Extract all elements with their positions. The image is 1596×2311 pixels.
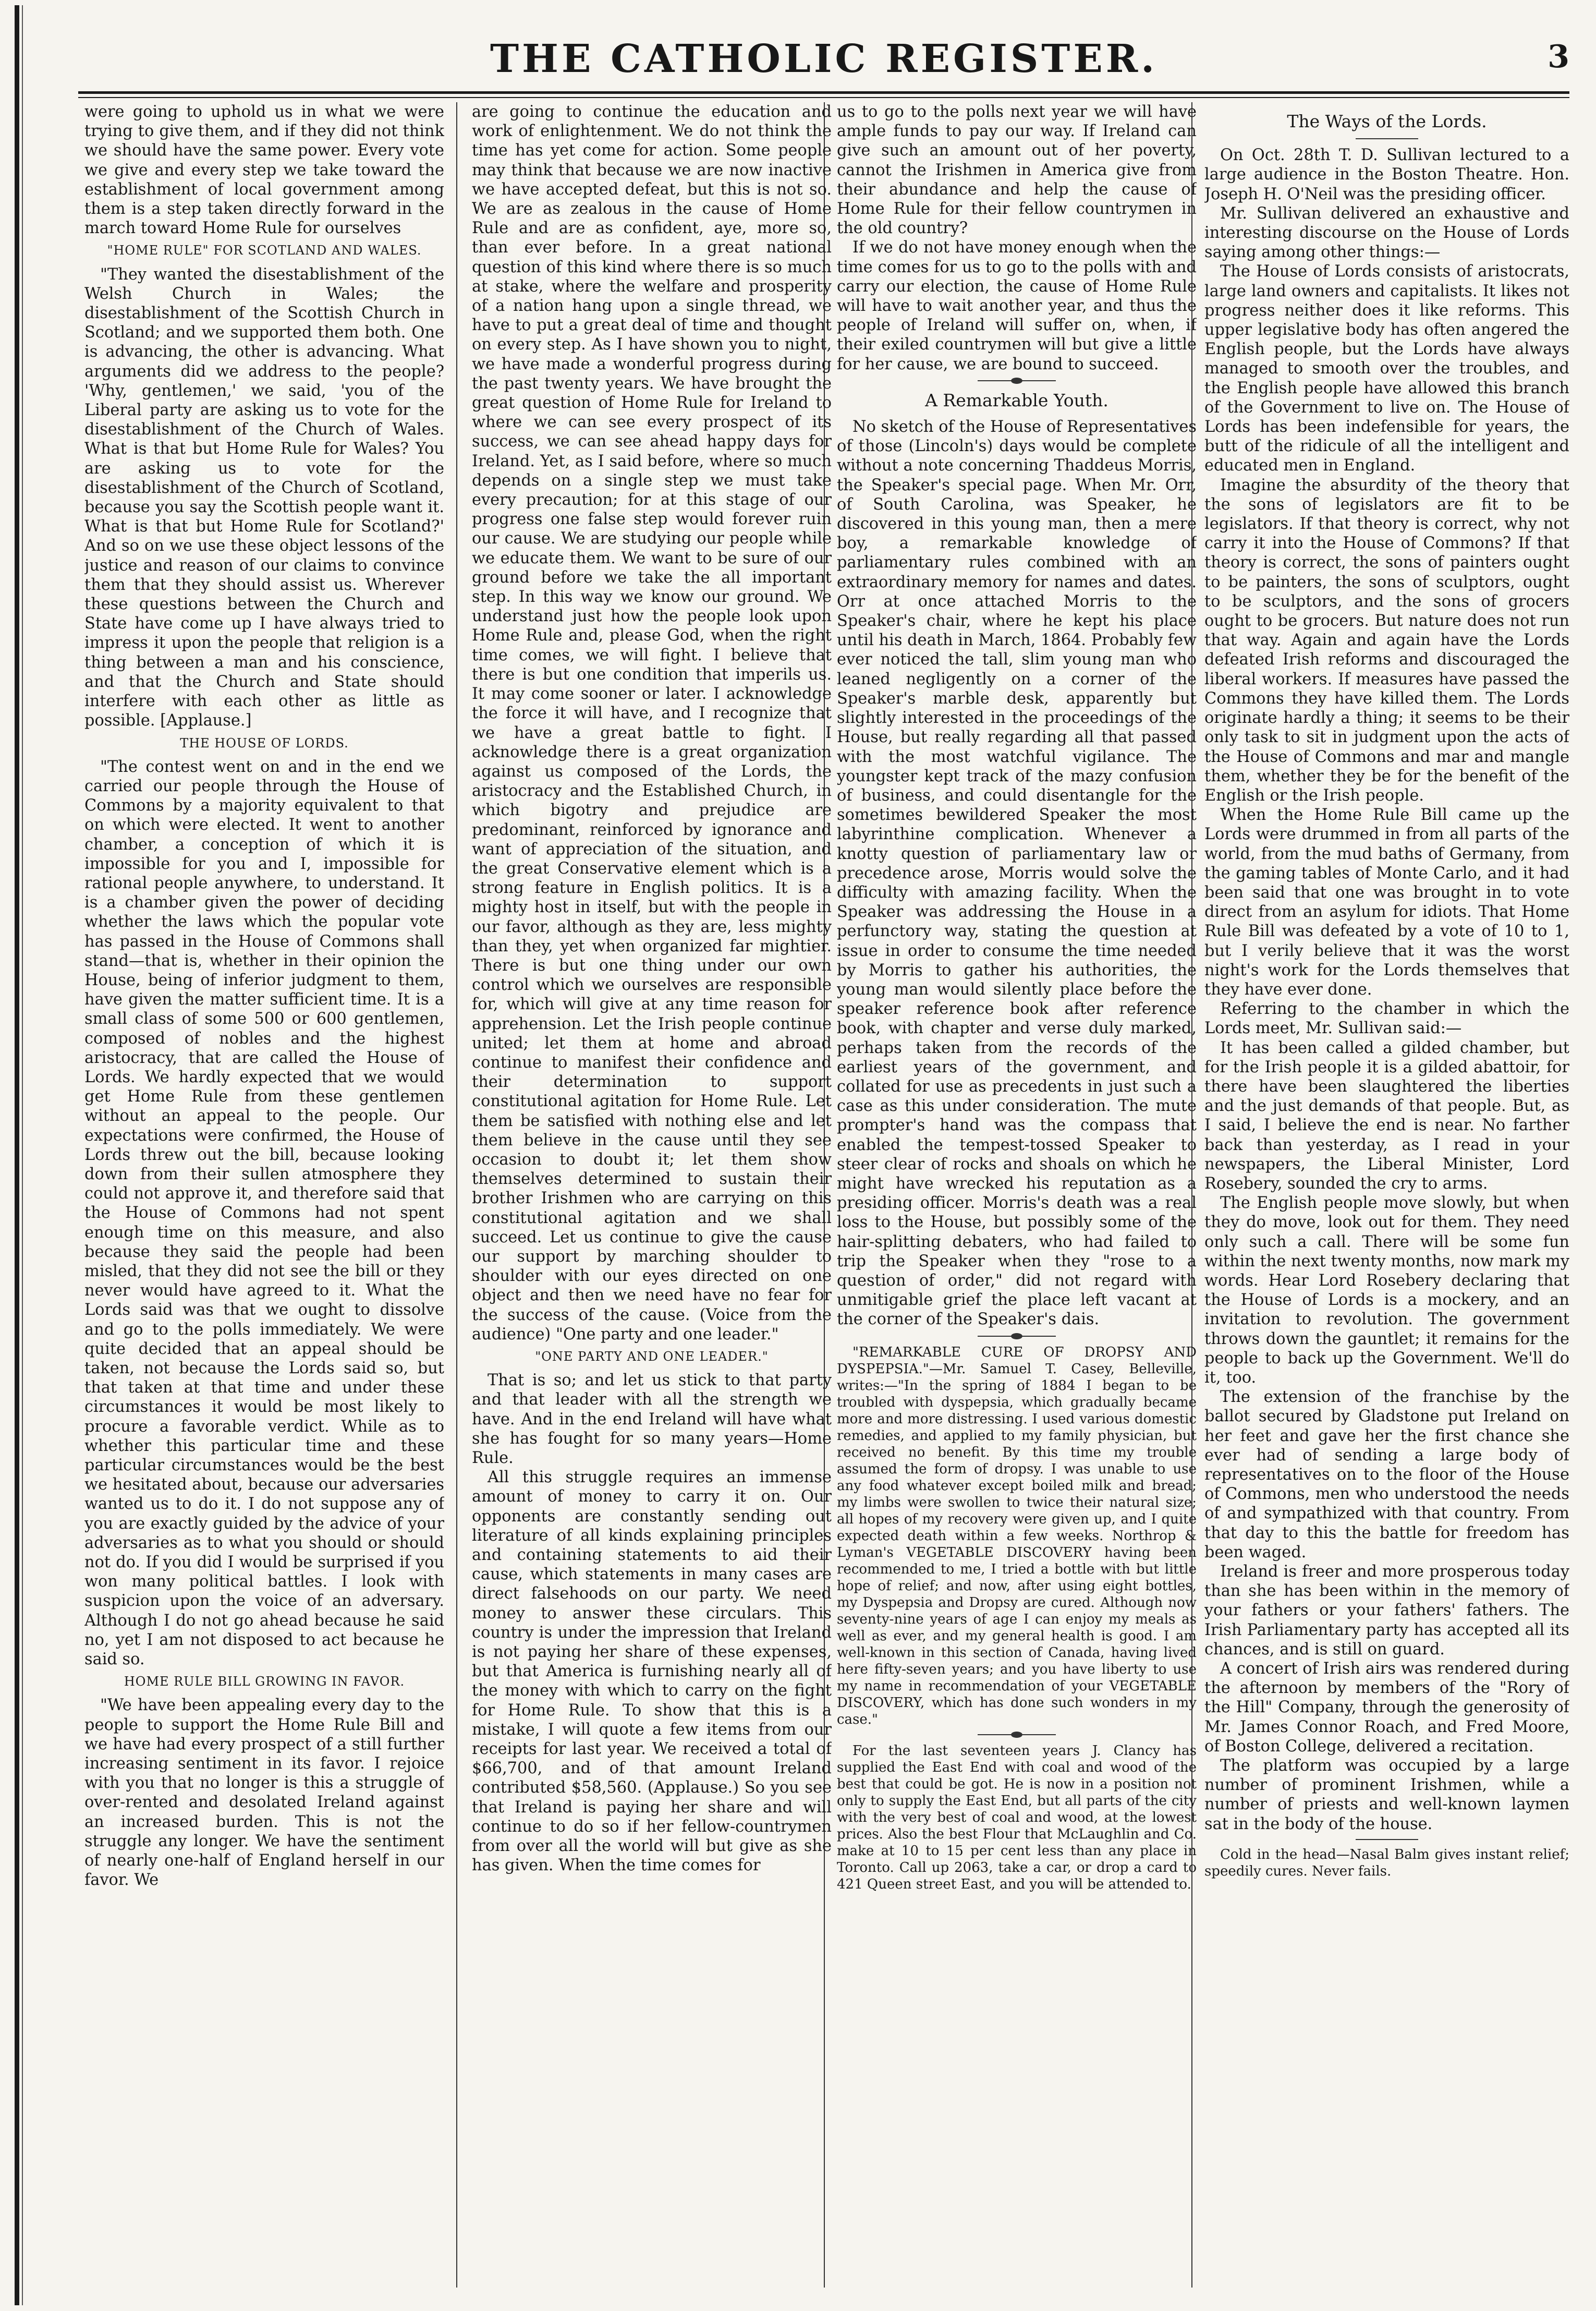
paragraph: are going to continue the education and work of enlightenment. We do not think the time has yet come for action. Some people may think that because we are now inactive we have accepted defeat, but this is not so. We are as zealous in the cause of Home Rule and are as confident, aye, more so, than ever before. In a great national question of this kind where there is so much at stake, where the welfare and prosperity of a nation hang upon a single thread, we have to put a great deal of time and thought on every step. As I have shown you to night, we have made a wonderful progress during the past twenty years. We have brought the great question of Home Rule for Ireland to where we can see every prospect of its success, we can see ahead happy days for Ireland. Yet, as I said before, where so much depends on a single step we must take every precaution; for at this stage of our progress one false step would forever ruin our cause. We are studying our people while we educate them. We want to be sure of our ground before we take the all important step. In this way we know our ground. We understand just how the people look upon Home Rule and, please God, when the right time comes, we will fight. I believe that there is but one condition that imperils us. It may come sooner or later. I acknowledge the force it will have, and I recognize that we have a great battle to fight. I acknowledge there is a great organization against us composed of the Lords, the aristocracy and the Established Church, in which bigotry and prejudice are predominant, reinforced by ignorance and want of appreciation of the situation, and the great Conservative element which is a strong feature in English politics. It is a mighty host in itself, but with the people in our favor, although as they are, less mighty than they, yet when organized far mightier. There is but one thing under our own control which we ourselves are responsible for, which will give at any time reason for apprehension. Let the Irish people continue united; let them at home and abroad continue to manifest their confidence and their determination to support constitutional agitation for Home Rule. Let them be satisfied with nothing else and let them believe in the cause until they see occasion to doubt it; let them show themselves determined to sustain their brother Irishmen who are carrying on this constitutional agitation and we shall succeed. Let us continue to give the cause our support by marching shoulder to shoulder with our eyes directed on one object and then we need have no fear for the success of the cause. (Voice from the audience) "One party and one leader." bbox=[472, 103, 832, 1344]
binding-edge bbox=[15, 5, 19, 2305]
advertisement: For the last seventeen years J. Clancy has supplied the East End with coal and wood of the best that could be got. He is now in a position not only to supply the East End, but all parts of the city with the very best of coal and wood, at the lowest prices. Also the best Flour that McLaughlin and Co. make at 10 to 15 per cent less than any place in Toronto. Call up 2063, take a car, or drop a card to 421 Queen street East, and you will be attended to. bbox=[837, 1743, 1197, 1892]
column-3 bbox=[837, 102, 1197, 2288]
paragraph: Mr. Sullivan delivered an exhaustive and interesting discourse on the House of Lords saying among other things:— bbox=[1204, 204, 1569, 262]
paragraph: On Oct. 28th T. D. Sullivan lectured to a large audience in the Boston Theatre. Hon. Joseph H. O'Neil was the presiding officer. bbox=[1204, 146, 1569, 203]
paragraph: The House of Lords consists of aristocrats, large land owners and capitalists. It likes not progress neither does it like reforms. This upper legislative body has often angered the English people, but the Lords have always managed to smooth over the troubles, and the English people have allowed this branch of the Government to live on. The House of Lords has been indefensible for years, the butt of the ridicule of all the intelligent and educated men in England. bbox=[1204, 262, 1569, 475]
paragraph: The platform was occupied by a large number of prominent Irishmen, while a number of priests and well-known laymen sat in the body of the house. bbox=[1204, 1757, 1569, 1833]
subheading: "ONE PARTY AND ONE LEADER." bbox=[535, 1349, 769, 1364]
section-divider bbox=[978, 380, 1056, 381]
paragraph: All this struggle requires an immense amount of money to carry it on. Our opponents are constantly sending out literature of all kinds explaining principles and containing statements to aid their cause, which statements in many cases are direct falsehoods on our party. We need money to answer these circulars. This country is under the impression that Ireland is not paying her share of these expenses, but that America is furnishing nearly all of the money with which to carry on the fight for Home Rule. To show that this is a mistake, I will quote a few items from our receipts for last year. We received a total of $66,700, and of that amount Ireland contributed $58,560. (Applause.) So you see that Ireland is paying her share and will continue to do so if her fellow-countrymen from over all the world will but give as she has given. When the time comes for bbox=[472, 1468, 832, 1875]
paragraph: us to go to the polls next year we will have ample funds to pay our way. If Ireland can give such an amount out of her poverty, cannot the Irishmen in America give from their abundance and help the cause of Home Rule for their fellow countrymen in the old country? bbox=[837, 103, 1197, 238]
subheading: HOME RULE BILL GROWING IN FAVOR. bbox=[124, 1674, 405, 1689]
paragraph: Imagine the absurdity of the theory that the sons of legislators are fit to be legislators. If that theory is correct, why not carry it into the House of Commons? If that theory is correct, the sons of painters ought to be painters, the sons of sculptors, ought to be sculptors, and the sons of grocers ought to be grocers. But nature does not run that way. Again and again have the Lords defeated Irish reforms and discouraged the liberal workers. If measures have passed the Commons they have killed them. The Lords originate hardly a thing; it seems to be their only task to sit in judgment upon the acts of the House of Commons and mar and mangle them, whether they be for the benefit of the English or the Irish people. bbox=[1204, 476, 1569, 805]
column-2 bbox=[472, 102, 832, 2288]
paragraph: Ireland is freer and more prosperous today than she has been within in the memory of your fathers or your fathers' fathers. The Irish Parliamentary party has accepted all its chances, and is still on guard. bbox=[1204, 1563, 1569, 1659]
subheading: THE HOUSE OF LORDS. bbox=[180, 735, 349, 751]
paragraph: If we do not have money enough when the time comes for us to go to the polls with and carry our election, the cause of Home Rule will have to wait another year, and thus the people of Ireland will suffer on, when, if their exiled countrymen will but give a little for her cause, we are bound to succeed. bbox=[837, 238, 1197, 373]
paragraph: It has been called a gilded chamber, but for the Irish people it is a gilded abattoir, for there have been slaughtered the liberties and the just demands of that people. But, as I said, I believe the end is near. No farther back than yesterday, as I read in your newspapers, the Liberal Minister, Lord Rosebery, sounded the cry to arms. bbox=[1204, 1038, 1569, 1193]
heading-rule bbox=[1356, 138, 1418, 139]
section-divider bbox=[978, 1734, 1056, 1735]
paragraph: "They wanted the disestablishment of the Welsh Church in Wales; the disestablishment of the Scottish Church in Scotland; and we supported them both. One is advancing, the other is advancing. What arguments did we address to the people? 'Why, gentlemen,' we said, 'you of the Liberal party are asking us to vote for the disestablishment of the Church of Wales. What is that but Home Rule for Wales? You are asking us to vote for the disestablishment of the Church of Scotland, because you say the Scottish people want it. What is that but Home Rule for Scotland?' And so on we use these object lessons of the justice and reason of our claims to convince them that they should assist us. Wherever these questions between the Church and State have come up I have always tried to impress it upon the people that religion is a thing between a man and his conscience, and that the Church and State should interfere with each other as little as possible. [Applause.] bbox=[84, 265, 444, 730]
paragraph: A concert of Irish airs was rendered during the afternoon by members of the "Rory of the Hill" Company, through the generosity of Mr. James Connor Roach, and Fred Moore, of Boston College, delivered a recitation. bbox=[1204, 1660, 1569, 1756]
header-rule-thin bbox=[78, 97, 1569, 98]
column-4 bbox=[1204, 102, 1569, 2288]
header-rule bbox=[78, 91, 1569, 94]
article-heading: A Remarkable Youth. bbox=[925, 390, 1108, 410]
paragraph: When the Home Rule Bill came up the Lords were drummed in from all parts of the world, from the mud baths of Germany, from the gaming tables of Monte Carlo, and it had been said that one was brought in to vote direct from an asylum for idiots. That Home Rule Bill was defeated by a vote of 10 to 1, but I verily believe that it was the worst night's work for the Lords themselves that they have ever done. bbox=[1204, 806, 1569, 999]
article-heading: The Ways of the Lords. bbox=[1287, 111, 1487, 131]
page-number: 3 bbox=[1548, 39, 1569, 75]
paragraph: No sketch of the House of Representatives of those (Lincoln's) days would be complete without a note concerning Thaddeus Morris, the Speaker's special page. When Mr. Orr, of South Carolina, was Speaker, he discovered in this young man, then a mere boy, a remarkable knowledge of parliamentary rules combined with an extraordinary memory for names and dates. Orr at once attached Morris to the Speaker's chair, where he kept his place until his death in March, 1864. Probably few ever noticed the tall, slim young man who leaned negligently on a corner of the Speaker's marble desk, apparently but slightly interested in the proceedings of the House, but really regarding all that passed with the most watchful vigilance. The youngster kept track of the mazy confusion of business, and could disentangle for the sometimes bewildered Speaker the most labyrinthine complication. Whenever a knotty question of parliamentary law or precedence arose, Morris would solve the difficulty with amazing facility. When the Speaker was addressing the House in a perfunctory way, stating the question at issue in order to consume the time needed by Morris to gather his authorities, the young man would silently place before the speaker reference book after reference book, with chapter and verse duly marked, perhaps taken from the records of the earliest years of the government, and collated for use as precedents in just such a case as this under consideration. The mute prompter's hand was the compass that enabled the tempest-tossed Speaker to steer clear of rocks and shoals on which he might have wrecked his reputation as a presiding officer. Morris's death was a real loss to the House, but possibly some of the hair-splitting debaters, who had failed to trip the Speaker when they "rose to a question of order," did not regard with unmitigable grief the place left vacant at the corner of the Speaker's dais. bbox=[837, 418, 1197, 1329]
binding-edge-line bbox=[22, 5, 23, 2305]
notice: Cold in the head—Nasal Balm gives instant relief; speedily cures. Never fails. bbox=[1204, 1846, 1569, 1879]
paragraph: The extension of the franchise by the ballot secured by Gladstone put Ireland on her feet and gave her the first chance she ever had of sending a large body of representatives on to the floor of the House of Commons, men who understood the needs of and sympathized with that country. From that day to this the battle for freedom has been waged. bbox=[1204, 1388, 1569, 1562]
paragraph: "The contest went on and in the end we carried our people through the House of Commons by a majority equivalent to that on which were elected. It went to another chamber, a conception of which it is impossible for you and I, impossible for rational people anywhere, to understand. It is a chamber given the power of deciding whether the laws which the popular vote has passed in the House of Commons shall stand—that is, whether in their opinion the House, being of inferior judgment to them, have given the matter sufficient time. It is a small class of some 500 or 600 gentlemen, composed of nobles and the highest aristocracy, that are called the House of Lords. We hardly expected that we would get Home Rule from these gentlemen without an appeal to the people. Our expectations were confirmed, the House of Lords threw out the bill, because looking down from their sullen atmosphere they could not approve it, and therefore said that the House of Commons had not spent enough time on this measure, and also because they said the people had been misled, that they did not see the bill or they never would have agreed to it. What the Lords said was that we ought to dissolve and go to the polls immediately. We were quite decided that an appeal should be taken, not because the Lords said so, but that taken at that time and under these circumstances it would be most likely to procure a favorable verdict. While as to whether this particular time and these particular circumstances would be the best we hesitated about, because our adversaries wanted us to do it. I do not suppose any of you are exactly guided by the advice of your adversaries as to what you should or should not do. If you did I would be surprised if you won many political battles. I look with suspicion upon the voice of an adversary. Although I do not go ahead because he said no, yet I am not disposed to act because he said so. bbox=[84, 757, 444, 1669]
column-divider bbox=[456, 102, 457, 2288]
column-1 bbox=[84, 102, 444, 2288]
section-divider bbox=[978, 1336, 1056, 1337]
section-divider bbox=[1356, 1839, 1418, 1840]
advertisement: "REMARKABLE CURE OF DROPSY AND DYSPEPSIA."—Mr. Samuel T. Casey, Belleville, writes:—"In the spring of 1884 I began to be troubled with dyspepsia, which gradually became more and more distressing. I used various domestic remedies, and applied to my family physician, but received no benefit. By this time my trouble assumed the form of dropsy. I was unable to use any food whatever except boiled milk and bread; my limbs were swollen to twice their natural size; all hopes of my recovery were given up, and I quite expected death within a few weeks. Northrop & Lyman's VEGETABLE DISCOVERY having been recommended to me, I tried a bottle with but little hope of relief; and now, after using eight bottles, my Dyspepsia and Dropsy are cured. Although now seventy-nine years of age I can enjoy my meals as well as ever, and my general health is good. I am well-known in this section of Canada, having lived here fifty-seven years; and you have liberty to use my name in recommendation of your VEGETABLE DISCOVERY, which has done such wonders in my case." bbox=[837, 1344, 1197, 1727]
paragraph: Referring to the chamber in which the Lords meet, Mr. Sullivan said:— bbox=[1204, 1000, 1569, 1038]
paragraph: were going to uphold us in what we were trying to give them, and if they did not think we should have the same power. Every vote we give and every step we take toward the establishment of local government among them is a step taken directly forward in the march toward Home Rule for ourselves bbox=[84, 103, 444, 238]
paragraph: That is so; and let us stick to that party and that leader with all the strength we have. And in the end Ireland will have what she has fought for so many years—Home Rule. bbox=[472, 1371, 832, 1468]
paragraph: The English people move slowly, but when they do move, look out for them. They need only such a call. There will be some fun within the next twenty months, now mark my words. Hear Lord Rosebery declaring that the House of Lords is a mockery, and an invitation to revolution. The government throws down the gauntlet; it remains for the people to back up the Government. We'll do it, too. bbox=[1204, 1194, 1569, 1387]
newspaper-title: THE CATHOLIC REGISTER. bbox=[490, 37, 1158, 81]
masthead bbox=[78, 37, 1569, 99]
paragraph: "We have been appealing every day to the people to support the Home Rule Bill and we have had every prospect of a still further increasing sentiment in its favor. I rejoice with you that no longer is this a struggle of over-rented and desolated Ireland against an increased burden. This is not the struggle any longer. We have the sentiment of nearly one-half of England herself in our favor. We bbox=[84, 1696, 444, 1890]
subheading: "HOME RULE" FOR SCOTLAND AND WALES. bbox=[107, 243, 422, 258]
